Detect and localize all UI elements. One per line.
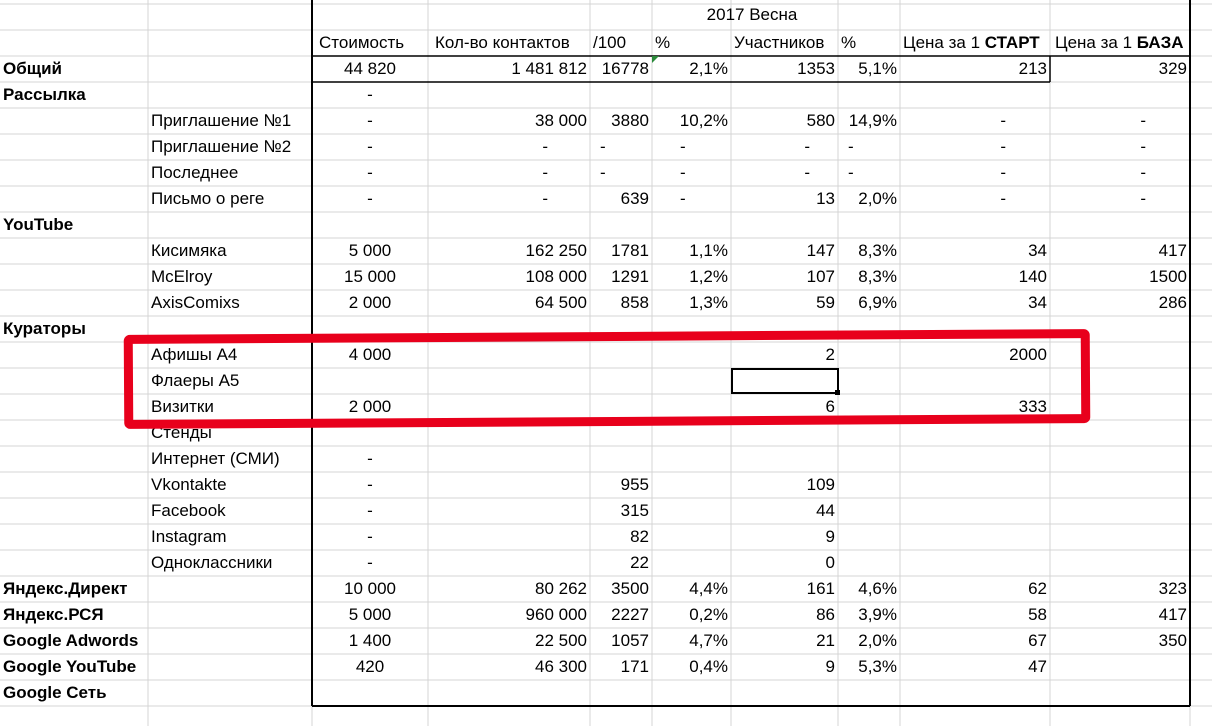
season-header[interactable]: 2017 Весна: [706, 5, 798, 24]
cell-category[interactable]: [0, 134, 148, 160]
cell-participants[interactable]: 107: [806, 267, 835, 286]
cell-per100[interactable]: [590, 420, 652, 446]
col-header-participants[interactable]: Участников: [734, 33, 825, 52]
price-base-bold: БАЗА: [1136, 33, 1184, 52]
cell-pct1[interactable]: 4,7%: [689, 631, 728, 650]
cell-subcategory[interactable]: Кисимяка: [151, 241, 227, 260]
cell-price-start[interactable]: 34: [1028, 293, 1047, 312]
cell-cost[interactable]: -: [367, 501, 373, 520]
cell-contacts[interactable]: [428, 368, 590, 394]
cell-contacts[interactable]: 46 300: [535, 657, 587, 676]
cell-price-start[interactable]: 2000: [1009, 345, 1047, 364]
cell-price-base[interactable]: 417: [1158, 605, 1187, 624]
cell-pct2[interactable]: -: [848, 163, 854, 182]
cell-cost[interactable]: 420: [355, 657, 385, 676]
cell-per100[interactable]: [590, 680, 652, 706]
cell-price-base[interactable]: -: [1140, 163, 1146, 182]
cell-contacts[interactable]: [428, 82, 590, 108]
cell-price-start[interactable]: [900, 524, 1050, 550]
cell-price-start[interactable]: 47: [1028, 657, 1047, 676]
cell-category[interactable]: [0, 524, 148, 550]
cell-pct1[interactable]: 2,1%: [689, 59, 728, 78]
cell-contacts[interactable]: 80 262: [535, 579, 587, 598]
cell-cost[interactable]: 15 000: [344, 267, 396, 286]
cell-price-start[interactable]: [900, 680, 1050, 706]
cell-pct1[interactable]: 0,2%: [689, 605, 728, 624]
cell-per100[interactable]: 171: [620, 657, 649, 676]
cell-participants[interactable]: -: [804, 163, 810, 182]
cell-price-start[interactable]: [900, 446, 1050, 472]
cell-price-base[interactable]: [1050, 368, 1190, 394]
cell-category[interactable]: [0, 394, 148, 420]
cell-contacts[interactable]: 1 481 812: [511, 59, 587, 78]
cell-category[interactable]: [0, 446, 148, 472]
selected-cell[interactable]: [731, 368, 839, 394]
cell-cost[interactable]: -: [367, 111, 373, 130]
cell-cost[interactable]: [312, 420, 428, 446]
cell-pct2[interactable]: 8,3%: [858, 267, 897, 286]
cell-cost[interactable]: 10 000: [344, 579, 396, 598]
cell-category[interactable]: Рассылка: [3, 85, 86, 104]
cell-category[interactable]: Google Сеть: [3, 683, 107, 702]
cell-category[interactable]: [0, 108, 148, 134]
col-header-price-start[interactable]: [900, 30, 1052, 56]
cell-per100[interactable]: 955: [620, 475, 649, 494]
cell-subcategory[interactable]: Флаеры А5: [151, 371, 240, 390]
cell-participants[interactable]: [731, 680, 838, 706]
price-start-bold: СТАРТ: [984, 33, 1040, 52]
cell-contacts[interactable]: 162 250: [525, 241, 587, 260]
cell-price-start[interactable]: [900, 420, 1050, 446]
cell-cost[interactable]: -: [367, 189, 373, 208]
cell-per100[interactable]: [590, 394, 652, 420]
cell-category[interactable]: Общий: [3, 59, 62, 78]
col-header-price-base[interactable]: [1052, 30, 1192, 56]
cell-per100[interactable]: 22: [630, 553, 649, 572]
cell-pct1[interactable]: [652, 446, 731, 472]
cell-cost[interactable]: [312, 316, 428, 342]
cell-contacts[interactable]: -: [542, 189, 548, 208]
cell-pct2[interactable]: [838, 472, 900, 498]
cell-contacts[interactable]: -: [542, 137, 548, 156]
cell-contacts[interactable]: 960 000: [525, 605, 587, 624]
cell-pct2[interactable]: -: [848, 137, 854, 156]
cell-category[interactable]: Яндекс.Директ: [3, 579, 128, 598]
cell-price-start[interactable]: 140: [1018, 267, 1047, 286]
cell-pct2[interactable]: 5,3%: [858, 657, 897, 676]
cell-subcategory[interactable]: Интернет (СМИ): [151, 449, 280, 468]
cell-subcategory[interactable]: [148, 602, 312, 628]
cell-pct2[interactable]: 3,9%: [858, 605, 897, 624]
col-header-pct2[interactable]: %: [841, 33, 857, 52]
cell-price-start[interactable]: 34: [1028, 241, 1047, 260]
cell-price-start[interactable]: 67: [1028, 631, 1047, 650]
cell-per100[interactable]: 3500: [611, 579, 649, 598]
cell-category[interactable]: Яндекс.РСЯ: [3, 605, 104, 624]
cell-per100[interactable]: 3880: [611, 111, 649, 130]
cell-cost[interactable]: 1 400: [348, 631, 392, 650]
cell-price-base[interactable]: 1500: [1149, 267, 1187, 286]
cell-per100[interactable]: 2227: [611, 605, 649, 624]
cell-participants[interactable]: 59: [816, 293, 835, 312]
cell-pct2[interactable]: 14,9%: [848, 111, 897, 130]
cell-participants[interactable]: 9: [825, 657, 835, 676]
cell-price-base[interactable]: [1050, 446, 1190, 472]
cell-category[interactable]: Google YouTube: [3, 657, 137, 676]
cell-price-base[interactable]: 350: [1158, 631, 1187, 650]
cell-price-start[interactable]: 58: [1028, 605, 1047, 624]
cell-pct1[interactable]: 10,2%: [679, 111, 728, 130]
cell-contacts[interactable]: [428, 420, 590, 446]
cell-pct1[interactable]: -: [680, 137, 686, 156]
cell-contacts[interactable]: -: [542, 163, 548, 182]
cell-participants[interactable]: 44: [816, 501, 835, 520]
cell-pct1[interactable]: -: [680, 189, 686, 208]
cell-price-base[interactable]: [1050, 212, 1190, 238]
cell-participants[interactable]: 2: [825, 345, 835, 364]
cell-subcategory[interactable]: Приглашение №1: [151, 111, 292, 130]
cell-cost[interactable]: 2 000: [348, 397, 392, 416]
cell-price-start[interactable]: -: [1000, 137, 1006, 156]
cell-price-start[interactable]: [900, 316, 1050, 342]
col-header-cost[interactable]: Стоимость: [319, 33, 405, 52]
cell-contacts[interactable]: [428, 472, 590, 498]
cell-contacts[interactable]: 108 000: [525, 267, 587, 286]
cell-price-start[interactable]: [900, 498, 1050, 524]
cell-category[interactable]: [0, 342, 148, 368]
cell-pct2[interactable]: [838, 446, 900, 472]
cell-pct1[interactable]: 1,1%: [689, 241, 728, 260]
cell-price-base[interactable]: [1050, 550, 1190, 576]
price-start-prefix: Цена за 1: [903, 33, 985, 52]
cell-subcategory[interactable]: [148, 82, 312, 108]
cell-category[interactable]: Кураторы: [3, 319, 86, 338]
cell-category[interactable]: Google Adwords: [3, 631, 139, 650]
cell-participants[interactable]: [731, 446, 838, 472]
cell-participants[interactable]: [731, 212, 838, 238]
cell-pct1[interactable]: 4,4%: [689, 579, 728, 598]
price-base-prefix: Цена за 1: [1055, 33, 1137, 52]
cell-pct2[interactable]: 2,0%: [858, 631, 897, 650]
cell-price-base[interactable]: [1050, 472, 1190, 498]
cell-price-base[interactable]: [1050, 498, 1190, 524]
cell-per100[interactable]: 82: [630, 527, 649, 546]
cell-subcategory[interactable]: Facebook: [151, 501, 226, 520]
cell-category[interactable]: [0, 368, 148, 394]
cell-pct1[interactable]: [652, 680, 731, 706]
cell-category[interactable]: YouTube: [3, 215, 74, 234]
cell-pct2[interactable]: [838, 368, 900, 394]
cell-contacts[interactable]: 38 000: [535, 111, 587, 130]
col-header-per100[interactable]: /100: [593, 33, 627, 52]
cell-per100[interactable]: -: [600, 163, 606, 182]
cell-price-base[interactable]: [1050, 420, 1190, 446]
cell-participants[interactable]: 147: [806, 241, 835, 260]
cell-per100[interactable]: 315: [620, 501, 649, 520]
cell-price-base[interactable]: -: [1140, 137, 1146, 156]
cell-pct1[interactable]: [652, 420, 731, 446]
cell-cost[interactable]: -: [367, 527, 373, 546]
cell-price-start[interactable]: [900, 212, 1050, 238]
cell-category[interactable]: [0, 290, 148, 316]
cell-contacts[interactable]: [428, 342, 590, 368]
cell-pct2[interactable]: 8,3%: [858, 241, 897, 260]
cell-price-base[interactable]: 286: [1158, 293, 1187, 312]
cell-price-start[interactable]: 213: [1018, 59, 1047, 78]
cell-category[interactable]: [0, 420, 148, 446]
cell-subcategory[interactable]: Визитки: [151, 397, 214, 416]
cell-pct2[interactable]: [838, 680, 900, 706]
cell-cost[interactable]: [312, 368, 428, 394]
cell-subcategory[interactable]: Стенды: [151, 423, 212, 442]
cell-cost[interactable]: 2 000: [348, 293, 392, 312]
fill-handle-icon[interactable]: [835, 390, 840, 395]
cell-per100[interactable]: [590, 82, 652, 108]
cell-price-base[interactable]: [1050, 654, 1190, 680]
cell-pct1[interactable]: [652, 550, 731, 576]
cell-category[interactable]: [0, 238, 148, 264]
cell-cost[interactable]: 5 000: [348, 241, 392, 260]
cell-price-base[interactable]: 323: [1158, 579, 1187, 598]
cell-cost[interactable]: -: [367, 449, 373, 468]
cell-price-start[interactable]: -: [1000, 111, 1006, 130]
cell-contacts[interactable]: [428, 498, 590, 524]
cell-subcategory[interactable]: Приглашение №2: [151, 137, 292, 156]
cell-pct1[interactable]: [652, 498, 731, 524]
cell-cost[interactable]: 5 000: [348, 605, 392, 624]
cell-pct1[interactable]: [652, 316, 731, 342]
cell-cost[interactable]: 44 820: [344, 59, 396, 78]
cell-pct1[interactable]: [652, 212, 731, 238]
cell-price-start[interactable]: [900, 82, 1050, 108]
cell-subcategory[interactable]: Instagram: [151, 527, 227, 546]
cell-pct1[interactable]: [652, 368, 731, 394]
cell-category[interactable]: [0, 498, 148, 524]
cell-category[interactable]: [0, 550, 148, 576]
cell-participants[interactable]: [731, 82, 838, 108]
cell-participants[interactable]: 580: [806, 111, 835, 130]
cell-subcategory[interactable]: [148, 576, 312, 602]
cell-category[interactable]: [0, 186, 148, 212]
cell-per100[interactable]: [590, 446, 652, 472]
cell-subcategory[interactable]: [148, 56, 312, 82]
cell-pct2[interactable]: 4,6%: [858, 579, 897, 598]
cell-price-base[interactable]: -: [1140, 111, 1146, 130]
cell-cost[interactable]: [312, 680, 428, 706]
cell-pct1[interactable]: [652, 82, 731, 108]
cell-contacts[interactable]: 64 500: [535, 293, 587, 312]
cell-price-base[interactable]: [1050, 82, 1190, 108]
cell-pct2[interactable]: 6,9%: [858, 293, 897, 312]
cell-per100[interactable]: 1057: [611, 631, 649, 650]
cell-contacts[interactable]: [428, 680, 590, 706]
cell-contacts[interactable]: [428, 550, 590, 576]
cell-participants[interactable]: 86: [816, 605, 835, 624]
cell-pct1[interactable]: 0,4%: [689, 657, 728, 676]
cell-price-base[interactable]: 417: [1158, 241, 1187, 260]
cell-participants[interactable]: 161: [806, 579, 835, 598]
cell-price-base[interactable]: -: [1140, 189, 1146, 208]
cell-cost[interactable]: [312, 212, 428, 238]
cell-price-start[interactable]: -: [1000, 189, 1006, 208]
cell-pct1[interactable]: 1,3%: [689, 293, 728, 312]
cell-pct2[interactable]: [838, 498, 900, 524]
cell-price-start[interactable]: -: [1000, 163, 1006, 182]
cell-subcategory[interactable]: Одноклассники: [151, 553, 273, 572]
cell-pct1[interactable]: [652, 342, 731, 368]
cell-per100[interactable]: [590, 342, 652, 368]
cell-price-base[interactable]: 329: [1158, 59, 1187, 78]
cell-participants[interactable]: -: [804, 137, 810, 156]
cell-pct2[interactable]: [838, 342, 900, 368]
cell-cost[interactable]: -: [367, 553, 373, 572]
cell-cost[interactable]: -: [367, 163, 373, 182]
cell-pct2[interactable]: [838, 550, 900, 576]
cell-price-start[interactable]: 62: [1028, 579, 1047, 598]
cell-per100[interactable]: 1291: [611, 267, 649, 286]
cell-participants[interactable]: [731, 316, 838, 342]
cell-pct2[interactable]: [838, 316, 900, 342]
cell-subcategory[interactable]: Последнее: [151, 163, 239, 182]
cell-category[interactable]: [0, 160, 148, 186]
cell-participants[interactable]: 13: [816, 189, 835, 208]
cell-pct2[interactable]: [838, 524, 900, 550]
cell-price-start[interactable]: [900, 368, 1050, 394]
cell-price-base[interactable]: [1050, 680, 1190, 706]
cell-pct1[interactable]: [652, 524, 731, 550]
cell-price-base[interactable]: [1050, 524, 1190, 550]
cell-cost[interactable]: -: [367, 137, 373, 156]
cell-cost[interactable]: -: [367, 85, 373, 104]
cell-contacts[interactable]: [428, 316, 590, 342]
cell-per100[interactable]: 639: [620, 189, 649, 208]
cell-pct1[interactable]: 1,2%: [689, 267, 728, 286]
cell-price-base[interactable]: [1050, 342, 1190, 368]
cell-price-start[interactable]: 333: [1018, 397, 1047, 416]
cell-per100[interactable]: 858: [620, 293, 649, 312]
cell-price-base[interactable]: [1050, 394, 1190, 420]
cell-subcategory[interactable]: AxisComixs: [151, 293, 240, 312]
cell-pct1[interactable]: -: [680, 163, 686, 182]
cell-subcategory[interactable]: [148, 316, 312, 342]
cell-pct2[interactable]: [838, 420, 900, 446]
cell-subcategory[interactable]: [148, 628, 312, 654]
cell-pct1[interactable]: [652, 472, 731, 498]
cell-price-start[interactable]: [900, 550, 1050, 576]
cell-per100[interactable]: [590, 212, 652, 238]
cell-per100[interactable]: [590, 316, 652, 342]
cell-participants[interactable]: 0: [825, 553, 835, 572]
cell-participants[interactable]: [731, 420, 838, 446]
cell-subcategory[interactable]: Афишы А4: [151, 345, 238, 364]
cell-subcategory[interactable]: [148, 212, 312, 238]
cell-pct2[interactable]: [838, 212, 900, 238]
cell-contacts[interactable]: [428, 524, 590, 550]
cell-cost[interactable]: 4 000: [348, 345, 392, 364]
cell-contacts[interactable]: [428, 394, 590, 420]
cell-category[interactable]: [0, 264, 148, 290]
cell-subcategory[interactable]: [148, 680, 312, 706]
cell-per100[interactable]: [590, 368, 652, 394]
cell-participants[interactable]: 21: [816, 631, 835, 650]
cell-subcategory[interactable]: Письмо о реге: [151, 189, 265, 208]
cell-per100[interactable]: 1781: [611, 241, 649, 260]
cell-cost[interactable]: -: [367, 475, 373, 494]
cell-participants[interactable]: 6: [825, 397, 835, 416]
cell-per100[interactable]: 16778: [601, 59, 649, 78]
cell-pct2[interactable]: 5,1%: [858, 59, 897, 78]
cell-pct2[interactable]: [838, 82, 900, 108]
cell-price-start[interactable]: [900, 472, 1050, 498]
cell-contacts[interactable]: [428, 212, 590, 238]
cell-category[interactable]: [0, 472, 148, 498]
cell-participants[interactable]: 1353: [797, 59, 835, 78]
cell-contacts[interactable]: 22 500: [535, 631, 587, 650]
cell-per100[interactable]: -: [600, 137, 606, 156]
cell-price-base[interactable]: [1050, 316, 1190, 342]
col-header-contacts[interactable]: Кол-во контактов: [435, 33, 570, 52]
cell-subcategory[interactable]: [148, 654, 312, 680]
cell-contacts[interactable]: [428, 446, 590, 472]
cell-pct2[interactable]: 2,0%: [858, 189, 897, 208]
cell-participants[interactable]: 109: [806, 475, 835, 494]
cell-subcategory[interactable]: Vkontakte: [151, 475, 227, 494]
cell-subcategory[interactable]: McElroy: [151, 267, 213, 286]
cell-pct2[interactable]: [838, 394, 900, 420]
cell-pct1[interactable]: [652, 394, 731, 420]
col-header-pct1[interactable]: %: [655, 33, 671, 52]
cell-participants[interactable]: 9: [825, 527, 835, 546]
